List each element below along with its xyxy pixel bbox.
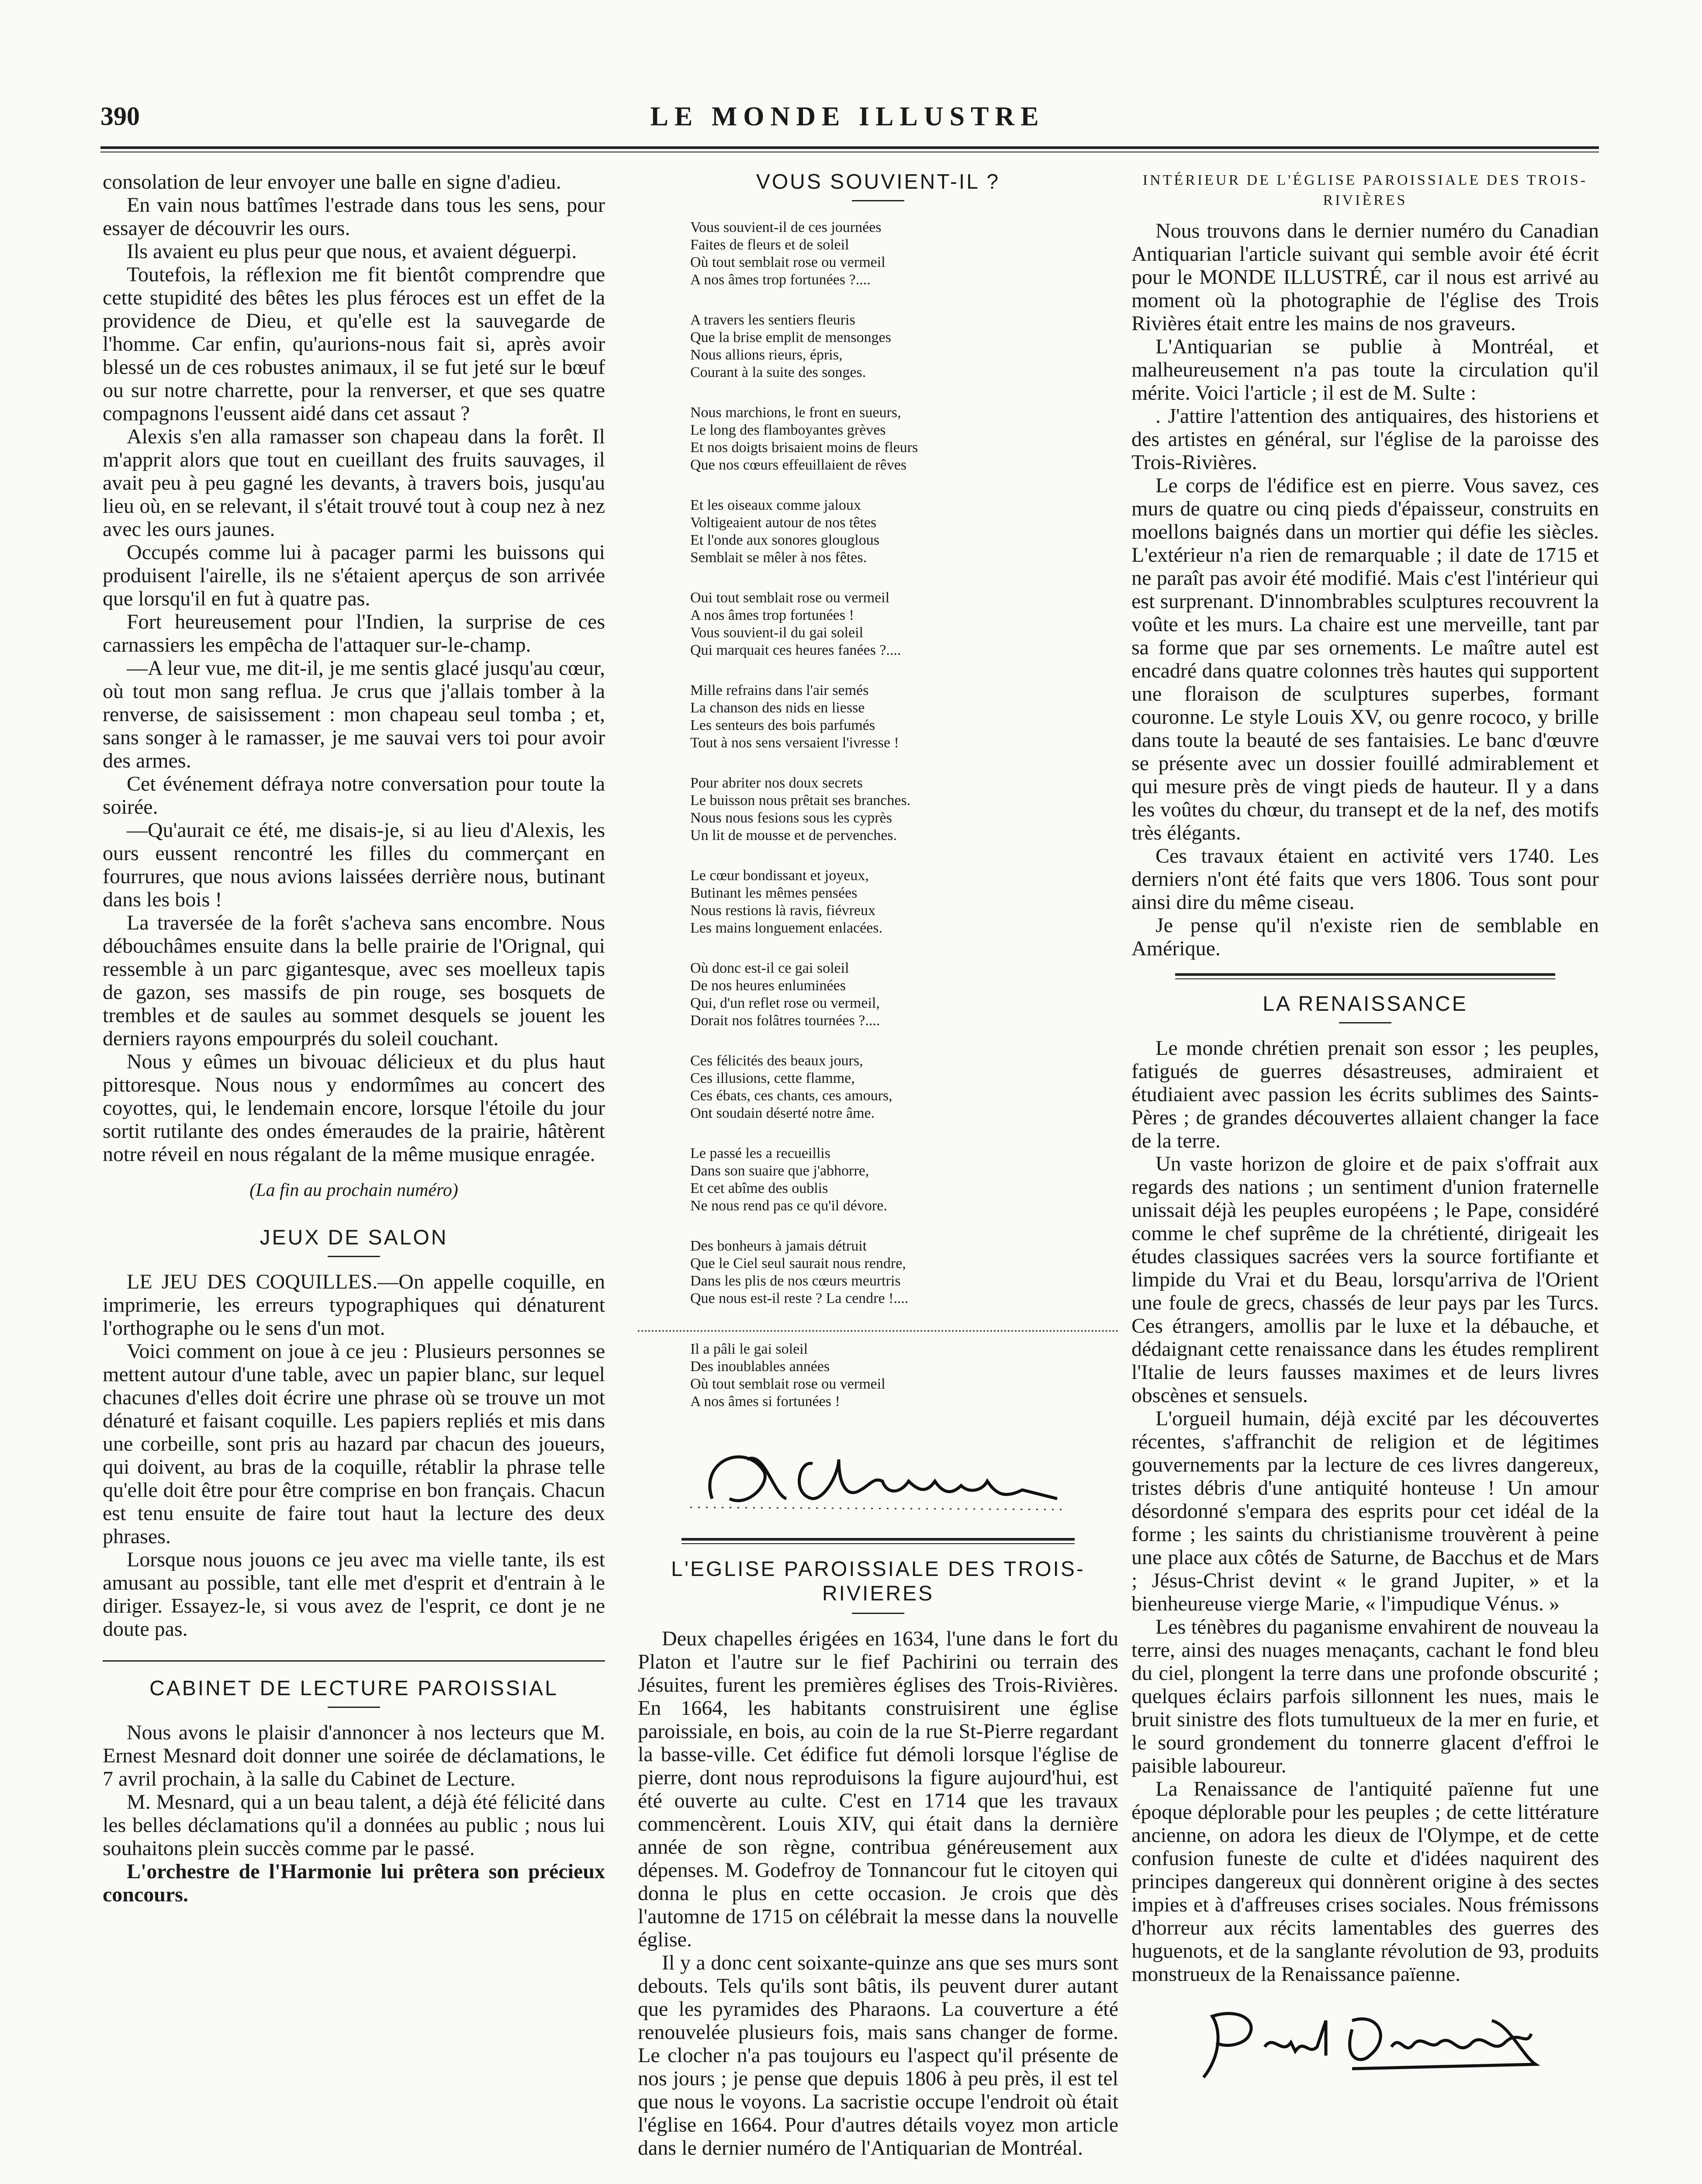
paragraph: Occupés comme lui à pacager parmi les buissons qui produisent l'airelle, ils ne s'étaient aperçus de son arrivée que lorsqu'il en fut à quatre pas.: [103, 541, 605, 610]
paragraph: Fort heureusement pour l'Indien, la surprise de ces carnassiers les empêcha de l'attaquer sur-le-champ.: [103, 610, 605, 657]
poem-line: Vous souvient-il du gai soleil: [690, 625, 864, 641]
paragraph: La Renaissance de l'antiquité païenne fut une époque déplorable pour les peuples ; de cette littérature ancienne, on adora les dieux de l'Olympe, et de cette confusion funeste de culte et d'idées naquirent des principes dangereux qui donnèrent origine à des sectes impies et à d'affreuses crises sociales. Nous frémissons d'horreur aux récits lamentables des guerres des huguenots, et de la sanglante révolution de 93, produits monstrueux de la Renaissance païenne.: [1131, 1777, 1599, 1986]
poem-line: Les mains longuement enlacées.: [690, 920, 882, 936]
page-header: [100, 101, 1595, 141]
poem-line: Dans son suaire que j'abhorre,: [690, 1163, 869, 1179]
paragraph: Voici comment on joue à ce jeu : Plusieurs personnes se mettent autour d'une table, avec un papier blanc, sur lequel chacunes d'elles doit écrire une phrase où se trouve un mot dénaturé et faisant coquille. Les papiers repliés et mis dans une corbeille, sont pris au hazard par chacun des joueurs, qui doivent, au bras de la coquille, rétablir la phrase telle qu'elle doit être pour être comprise en bon français. Chacun est tenu ensuite de faire tout haut la lecture des deux phrases.: [103, 1340, 605, 1548]
paragraph: Il y a donc cent soixante-quinze ans que ses murs sont debouts. Tels qu'ils sont bâtis, ils peuvent durer autant que les pyramides des Pharaons. La couverture a été renouvelée plusieurs fois, mais sans changer de forme. Le clocher n'a pas toujours eu l'aspect qu'il présente de nos jours ; je pense que depuis 1806 à peu près, il est tel que nous le voyons. La sacristie occupe l'endroit où était l'église en 1664. Pour d'autres détails voyez mon article dans le dernier numéro de l'Antiquarian de Montréal.: [638, 1951, 1118, 2160]
poem-line: Un lit de mousse et de pervenches.: [690, 827, 897, 843]
title-rule: [328, 1256, 380, 1257]
poem-line: Que la brise emplit de mensonges: [690, 329, 891, 346]
section-title-renaissance: LA RENAISSANCE: [1263, 992, 1468, 1016]
poem-line: Où tout semblait rose ou vermeil: [690, 254, 886, 270]
title-rule: [1339, 1022, 1391, 1023]
poem-line: Des bonheurs à jamais détruit: [690, 1238, 867, 1254]
signature-chevrier: [681, 1433, 1075, 1521]
poem-line: A nos âmes trop fortunées ?....: [690, 272, 871, 288]
poem-line: Butinant les mêmes pensées: [690, 885, 858, 901]
poem-stanza: [638, 960, 1118, 1030]
paragraph: —Qu'aurait ce été, me disais-je, si au lieu d'Alexis, les ours eussent rencontré les filles du commerçant en fourrures, que nous avions laissées derrière nous, butinant dans les bois !: [103, 819, 605, 911]
poem-stanza: [638, 497, 1118, 567]
poem-line: Dans les plis de nos cœurs meurtris: [690, 1273, 901, 1289]
poem-line: Dorait nos folâtres tournées ?....: [690, 1013, 880, 1029]
poem-line: Le buisson nous prêtait ses branches.: [690, 792, 911, 809]
paragraph: Alexis s'en alla ramasser son chapeau dans la forêt. Il m'apprit alors que tout en cueillant des fruits sauvages, il avait peu à peu gagné les devants, à travers bois, jusqu'au lieu où, en se relevant, il s'était trouvé tout à coup nez à nez avec les ours jaunes.: [103, 425, 605, 541]
poem-line: A travers les sentiers fleuris: [690, 312, 855, 328]
paragraph: —On appelle coquille, en imprimerie, les erreurs typographiques qui dénaturent l'orthographe ou le sens d'un mot.: [103, 1270, 605, 1340]
poem-line: Ces ébats, ces chants, ces amours,: [690, 1088, 893, 1104]
poem-line: De nos heures enluminées: [690, 978, 846, 994]
poem-line: Où donc est-il ce gai soleil: [690, 960, 849, 976]
section-title-eglise: L'EGLISE PAROISSIALE DES TROIS-RIVIERES: [671, 1558, 1085, 1605]
poem-line: Tout à nos sens versaient l'ivresse !: [690, 735, 899, 751]
signature-sulte: [699, 2177, 1057, 2184]
masthead-title: LE MONDE ILLUSTRE: [650, 102, 1045, 131]
section-double-rule: [681, 1538, 1075, 1544]
poem-line: Et cet abîme des oublis: [690, 1180, 828, 1196]
title-rule: [852, 200, 904, 201]
poem-line: Et l'onde aux sonores glouglous: [690, 532, 879, 548]
section-title-jeux: JEUX DE SALON: [259, 1226, 448, 1249]
column-middle: [638, 170, 1118, 2184]
poem-stanza: [638, 1237, 1118, 1307]
column-right: [1131, 170, 1599, 2104]
paragraph: Lorsque nous jouons ce jeu avec ma vielle tante, ils est amusant au possible, tant elle met d'esprit et d'entrain à le diriger. Essayez-le, si vous avez de l'esprit, ce dont je ne doute pas.: [103, 1548, 605, 1641]
poem-line: Ces félicités des beaux jours,: [690, 1053, 863, 1069]
header-rule: [100, 146, 1599, 149]
paragraph: L'Antiquarian se publie à Montréal, et malheureusement n'a pas toute la circulation qu'il mérite. Voici l'article ; il est de M. Sulte :: [1131, 335, 1599, 404]
poem-line: Ont soudain déserté notre âme.: [690, 1105, 875, 1121]
poem-line: Pour abriter nos doux secrets: [690, 775, 863, 791]
poem-line: La chanson des nids en liesse: [690, 700, 865, 716]
poem-line: A nos âmes trop fortunées !: [690, 607, 854, 623]
paragraph: Toutefois, la réflexion me fit bientôt comprendre que cette stupidité des bêtes les plus féroces est un effet de la providence de Dieu, et qu'elle est la sauvegarde de l'homme. Car enfin, qu'aurions-nous fait si, après avoir blessé un de ces robustes animaux, il se fut jeté sur le bœuf ou sur notre charrette, pour la renverser, et que ses quatre compagnons l'eussent aidé dans cet assaut ?: [103, 263, 605, 425]
poem-line: Vous souvient-il de ces journées: [690, 219, 882, 235]
poem-stanza: [638, 1341, 1118, 1410]
section-double-rule: [1175, 973, 1555, 979]
poem-line: Le long des flamboyantes grèves: [690, 422, 886, 438]
paragraph: Deux chapelles érigées en 1634, l'une dans le fort du Platon et l'autre sur le fief Pachirini ou terrain des Jésuites, furent les premières églises des Trois-Rivières. En 1664, les habitants construisirent une église paroissiale, en bois, au coin de la rue St-Pierre regardant la basse-ville. Cet édifice fut démoli lorsque l'église de pierre, dont nous reproduisons la figure aujourd'hui, est été ouverte au culte. C'est en 1714 que les travaux commencèrent. Louis XIV, qui était dans la dernière année de son règne, contribua généreusement aux dépenses. M. Godefroy de Tonnancour fut le citoyen qui donna le plus en cette occasion. Je crois que dès l'automne de 1715 on célébrait la messe dans la nouvelle église.: [638, 1627, 1118, 1951]
poem-line: Que nous est-il reste ? La cendre !....: [690, 1290, 909, 1306]
paragraph: Ces travaux étaient en activité vers 1740. Les derniers n'ont été faits que vers 1806. Tous sont pour ainsi dire du même ciseau.: [1131, 844, 1599, 914]
paragraph: —A leur vue, me dit-il, je me sentis glacé jusqu'au cœur, où tout mon sang reflua. Je crus que j'allais tomber à la renverse, de saisissement : mon chapeau seul tomba ; et, sans songer à le ramasser, je me sauvai vers toi pour avoir des armes.: [103, 657, 605, 772]
poem-stanza: [638, 219, 1118, 289]
paragraph: Nous avons le plaisir d'annoncer à nos lecteurs que M. Ernest Mesnard doit donner une soirée de déclamations, le 7 avril prochain, à la salle du Cabinet de Lecture.: [103, 1721, 605, 1790]
poem-line: Courant à la suite des songes.: [690, 364, 866, 380]
poem-line: Semblait se mêler à nos fêtes.: [690, 549, 867, 566]
poem-stanza: [638, 1052, 1118, 1122]
paragraph: Nous y eûmes un bivouac délicieux et du plus haut pittoresque. Nous nous y endormîmes au concert des coyottes, qui, le lendemain encore, lorsque l'étoile du jour sortit rutilante des ondes émeraudes de la prairie, hâtèrent notre réveil en nous régalant de la même musique enragée.: [103, 1050, 605, 1166]
paragraph: Cet événement défraya notre conversation pour toute la soirée.: [103, 772, 605, 819]
poem-stanza: [638, 311, 1118, 381]
paragraph: L'orchestre de l'Harmonie lui prêtera son précieux concours.: [103, 1860, 605, 1906]
poem-stanza: [638, 1145, 1118, 1215]
paragraph: consolation de leur envoyer une balle en signe d'adieu.: [103, 170, 561, 194]
poem-line: Faites de fleurs et de soleil: [690, 237, 849, 253]
page-number: 390: [100, 102, 140, 131]
poem-stanza: [638, 404, 1118, 474]
poem-stanza: [638, 682, 1118, 752]
section-title-cabinet: CABINET DE LECTURE PAROISSIAL: [149, 1677, 558, 1700]
poem-line: Ne nous rend pas ce qu'il dévore.: [690, 1198, 887, 1214]
jeux-lead: LE JEU DES COQUILLES.: [127, 1270, 378, 1293]
poem-line: Nous allions rieurs, épris,: [690, 347, 843, 363]
paragraph: Nous trouvons dans le dernier numéro du Canadian Antiquarian l'article suivant qui semble avoir été écrit pour le MONDE ILLUSTRÉ, car il nous est arrivé au moment où la photographie de l'église des Trois Rivières était entre les mains de nos graveurs.: [1131, 219, 1599, 335]
poem-line: Voltigeaient autour de nos têtes: [690, 515, 877, 531]
paragraph: . J'attire l'attention des antiquaires, des historiens et des artistes en général, sur l'église de la paroisse des Trois-Rivières.: [1131, 404, 1599, 474]
poem-stanza: [638, 867, 1118, 937]
poem: [638, 219, 1118, 1410]
paragraph: L'orgueil humain, déjà excité par les découvertes récentes, s'affranchit de religion et de légitimes gouvernements par la lecture de ces livres dangereux, tristes débris d'une antiquité honteuse ! Un amour désordonné s'empara des esprits pour cet idéal de la forme ; les saints du christianisme trouvèrent à peine une place aux côtés de Saturne, de Bacchus et de Mars ; Jésus-Christ devint « le grand Jupiter, » et la bienheureuse vierge Marie, « l'impudique Vénus. »: [1131, 1407, 1599, 1615]
poem-line: Le cœur bondissant et joyeux,: [690, 867, 869, 884]
paragraph: Ils avaient eu plus peur que nous, et avaient déguerpi.: [127, 240, 577, 263]
poem-line: Nous marchions, le front en sueurs,: [690, 404, 901, 421]
poem-line: Et les oiseaux comme jaloux: [690, 497, 861, 513]
poem-line: Qui marquait ces heures fanées ?....: [690, 642, 901, 658]
signature-durand: [1186, 2003, 1544, 2086]
poem-line: Où tout semblait rose ou vermeil: [690, 1376, 886, 1392]
paragraph: Le monde chrétien prenait son essor ; les peuples, fatigués de guerres désastreuses, admiraient et étudiaient avec passion les écrits sublimes des Saints-Pères ; de grandes découvertes allaient changer la face de la terre.: [1131, 1037, 1599, 1152]
poem-line: Les senteurs des bois parfumés: [690, 717, 875, 733]
paragraph: La traversée de la forêt s'acheva sans encombre. Nous débouchâmes ensuite dans la belle prairie de l'Orignal, qui ressemble à un parc gigantesque, avec ses moelleux tapis de gazon, ses massifs de pin rouge, ses bosquets de trembles et de saules au sommet desquels se jouent les derniers rayons empourprés du soleil couchant.: [103, 911, 605, 1050]
poem-line: Le passé les a recueillis: [690, 1145, 830, 1161]
poem-line: Mille refrains dans l'air semés: [690, 682, 869, 698]
poem-line: Ces illusions, cette flamme,: [690, 1070, 855, 1086]
poem-line: Que le Ciel seul saurait nous rendre,: [690, 1255, 906, 1272]
poem-line: Oui tout semblait rose ou vermeil: [690, 590, 890, 606]
poem-stanza: [638, 774, 1118, 844]
poem-line: Nous nous fesions sous les cyprès: [690, 810, 892, 826]
poem-line: Qui, d'un reflet rose ou vermeil,: [690, 995, 880, 1011]
poem-line: Des inoublables années: [690, 1358, 830, 1375]
poem-line: Il a pâli le gai soleil: [690, 1341, 808, 1357]
paragraph: Le corps de l'édifice est en pierre. Vous savez, ces murs de quatre ou cinq pieds d'épaisseur, construits en moellons baignés dans un mortier qui défie les siècles. L'extérieur n'a rien de remarquable ; il date de 1715 et ne paraît pas avoir été modifié. Mais c'est l'intérieur qui est surprenant. D'innombrables sculptures recouvrent la voûte et les murs. La chaire est une merveille, tant par sa forme que par ses ornements. Le maître autel est encadré dans quatre colonnes très hautes qui supportent une floraison de sculptures superbes, formant couronne. Le style Louis XV, ou genre rococo, y brille dans toute la beauté de ses fantaisies. Le banc d'œuvre se présente avec un dossier fouillé admirablement et qui mesure près de vingt pieds de hauteur. Il y a dans les voûtes du chœur, du transept et de la nef, des motifs très élégants.: [1131, 474, 1599, 844]
continued-note: (La fin au prochain numéro): [249, 1180, 458, 1200]
poem-stanza: [638, 589, 1118, 659]
poem-dotted-rule: [638, 1330, 1118, 1332]
paragraph: En vain nous battîmes l'estrade dans tous les sens, pour essayer de découvrir les ours.: [103, 194, 605, 240]
poem-line: Et nos doigts brisaient moins de fleurs: [690, 439, 918, 456]
poem-title: VOUS SOUVIENT-IL ?: [756, 170, 1000, 194]
poem-line: Nous restions là ravis, fiévreux: [690, 902, 875, 919]
title-rule: [852, 1613, 904, 1614]
column-left: [103, 170, 605, 1906]
paragraph: M. Mesnard, qui a un beau talent, a déjà été félicité dans les belles déclamations qu'il a données au public ; nous lui souhaitons plein succès comme par le passé.: [103, 1790, 605, 1860]
section-rule: [103, 1660, 605, 1662]
title-rule: [328, 1707, 380, 1708]
poem-line: Que nos cœurs effeuillaient de rêves: [690, 457, 907, 473]
paragraph: Je pense qu'il n'existe rien de semblable en Amérique.: [1131, 914, 1599, 960]
paragraph: Un vaste horizon de gloire et de paix s'offrait aux regards des nations ; un sentiment d'union fraternelle unissait déjà les peuples européens ; le Pape, considéré comme le chef suprême de la chrétienté, dirigeait les études classiques sacrées vers la source fortifiante et limpide du Vrai et du Beau, lorsqu'arriva de l'Orient une foule de grecs, chassés de leur pays par les Turcs. Ces étrangers, amollis par le luxe et la débauche, et dédaignant cette renaissance dans les études remplirent l'Italie de leurs fausses maximes et de leurs livres obscènes et sensuels.: [1131, 1152, 1599, 1407]
poem-line: A nos âmes si fortunées !: [690, 1393, 840, 1410]
paragraph: Les ténèbres du paganisme envahirent de nouveau la terre, ainsi des nuages menaçants, cachant le fond bleu du ciel, plongent la terre dans une profonde obscurité ; quelques éclairs parfois sillonnent les nues, mais le bruit sinistre des flots tumultueux de la mer en furie, et le sourd grondement du tonnerre glacent d'effroi le paisible laboureur.: [1131, 1615, 1599, 1777]
section-title-interieur: INTÉRIEUR DE L'ÉGLISE PAROISSIALE DES TROIS-RIVIÈRES: [1142, 172, 1588, 208]
